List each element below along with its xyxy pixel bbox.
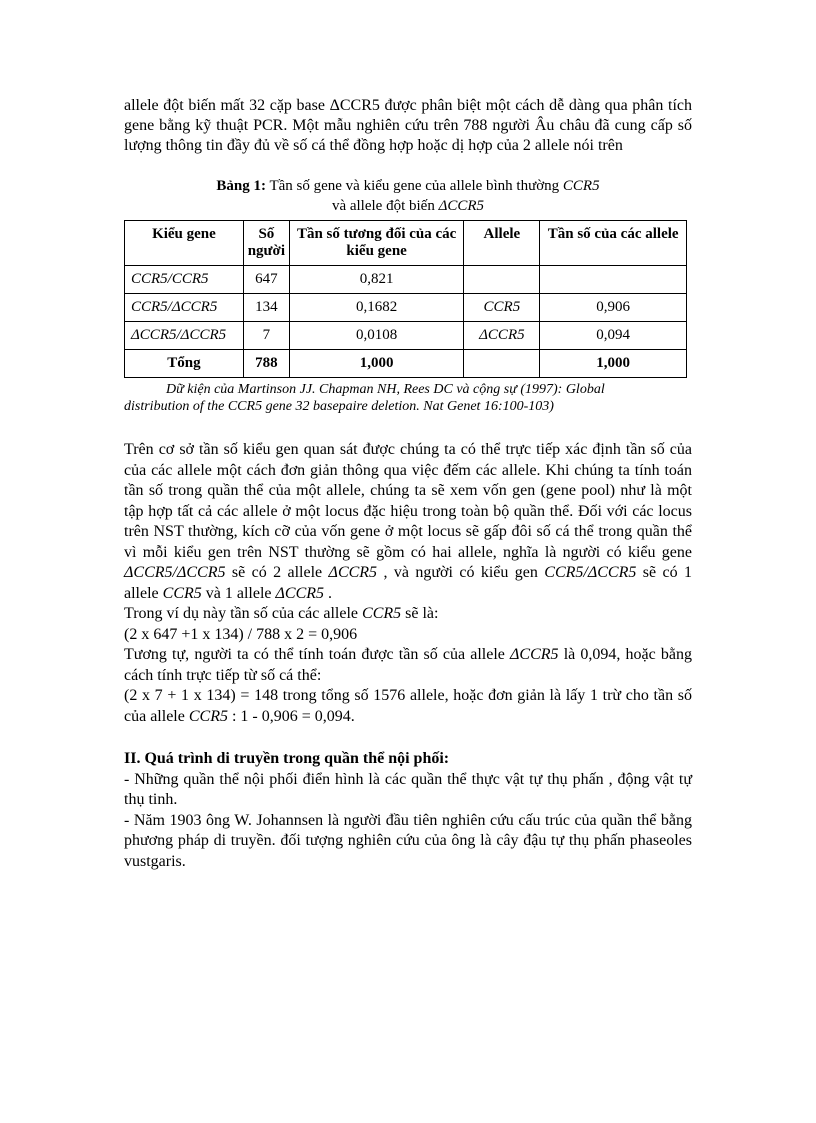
header-count: Số người — [243, 221, 289, 266]
para1-text-e: và 1 allele — [201, 584, 276, 602]
paragraph-direct-count — [124, 686, 692, 727]
cell-genotype-freq: 0,821 — [289, 266, 464, 294]
cell-genotype-freq: 0,1682 — [289, 294, 464, 322]
para1-allele-2: CCR5 — [162, 584, 202, 602]
total-allele-freq: 1,000 — [540, 350, 687, 378]
cell-allele: CCR5 — [464, 294, 540, 322]
body-text — [124, 440, 692, 872]
cell-genotype: CCR5/CCR5 — [125, 266, 244, 294]
para1-genotype-2: CCR5/ΔCCR5 — [544, 564, 637, 581]
para1-text-c: , và người có kiểu gen — [377, 564, 545, 581]
caption-gene: CCR5 — [562, 178, 600, 194]
table-source-note — [124, 381, 692, 415]
para3-allele: CCR5 — [188, 707, 228, 725]
para1-text-d: sẽ có 1 allele — [124, 564, 693, 602]
cell-allele-freq — [540, 266, 687, 294]
total-count: 788 — [243, 350, 289, 378]
cell-allele-freq: 0,094 — [540, 322, 687, 350]
para2-text: Tương tự, người ta có thể tính toán được tần số của allele — [124, 646, 511, 663]
header-genotype: Kiểu gene — [125, 221, 244, 266]
example-allele: CCR5 — [362, 605, 402, 622]
document-page — [124, 96, 692, 872]
total-allele — [464, 350, 540, 378]
para1-allele: ΔCCR5 — [328, 564, 378, 581]
cell-genotype: CCR5/ΔCCR5 — [125, 294, 244, 322]
frequency-table — [124, 220, 687, 378]
caption-line1: Tần số gene và kiểu gene của allele bình thường — [269, 178, 563, 194]
cell-allele — [464, 266, 540, 294]
cell-count: 7 — [243, 322, 289, 350]
formula-line: (2 x 647 +1 x 134) / 788 x 2 = 0,906 — [124, 625, 358, 643]
para1-text-b: sẽ có 2 allele — [225, 564, 329, 581]
intro-paragraph: allele đột biến mất 32 cặp base ΔCCR5 được phân biệt một cách dễ dàng qua phân tích gene bằng kỹ thuật PCR. Một mẫu nghiên cứu trên 788 người Âu châu đã cung cấp số lượng thông tin đầy đủ về số cá thể đồng hợp hoặc dị hợp của 2 allele nói trên — [124, 97, 692, 154]
header-allele-freq: Tần số của các allele — [540, 221, 687, 266]
table-row — [125, 322, 687, 350]
header-allele: Allele — [464, 221, 540, 266]
para1-allele-3: ΔCCR5 — [275, 584, 325, 602]
cell-allele-freq: 0,906 — [540, 294, 687, 322]
caption-mut: ΔCCR5 — [438, 198, 485, 214]
para1-text-f: . — [324, 584, 333, 602]
list-item: - Những quần thể nội phối điển hình là các quần thể thực vật tự thụ phấn , động vật tự thụ tinh. — [124, 770, 692, 808]
para1-genotype: ΔCCR5/ΔCCR5 — [124, 564, 226, 581]
cell-allele: ΔCCR5 — [464, 322, 540, 350]
example-line — [124, 604, 692, 625]
paragraph-similar — [124, 645, 692, 686]
cell-count: 647 — [243, 266, 289, 294]
cell-genotype-freq: 0,0108 — [289, 322, 464, 350]
paragraph-allele-counting — [124, 440, 692, 604]
example-text: Trong ví dụ này tần số của các allele — [124, 605, 363, 622]
cell-genotype: ΔCCR5/ΔCCR5 — [125, 322, 244, 350]
para2-text-b: là 0,094, hoặc bằng cách tính trực tiếp từ số cá thể: — [124, 646, 692, 684]
example-text-end: sẽ là: — [401, 605, 439, 622]
para1-text: Trên cơ sở tần số kiểu gen quan sát được chúng ta có thể trực tiếp xác định tần số của của các allele một cách đơn giản thông qua việc đếm các allele. Khi chúng ta tính toán tần số trong quần thể của một allele, chúng ta sẽ xem vốn gen (gene pool) như là một tập hợp tất cả các allele ở một locus đặc hiệu trong toàn bộ quần thể. Đối với các locus trên NST thường, kích cỡ của vốn gene ở một locus sẽ gấp đôi số cá thể trong quần thể vì mỗi kiểu gen trên NST thường sẽ gồm có hai allele, nghĩa là người có kiểu gene — [124, 441, 692, 561]
para2-allele: ΔCCR5 — [510, 646, 559, 663]
table-row — [125, 266, 687, 294]
para3-text-b: : 1 - 0,906 = 0,094. — [227, 707, 355, 725]
source-line1: Dữ kiện của Martinson JJ. Chapman NH, Rees DC và cộng sự (1997): Global — [166, 382, 605, 397]
table-header-row — [125, 221, 687, 266]
total-genotype-freq: 1,000 — [289, 350, 464, 378]
table-total-row — [125, 350, 687, 378]
table-row — [125, 294, 687, 322]
section-heading: II. Quá trình di truyền trong quần thể nội phối: — [124, 750, 450, 767]
header-genotype-freq: Tần số tương đối của các kiểu gene — [289, 221, 464, 266]
table-caption — [124, 176, 692, 216]
caption-line2: và allele đột biến — [331, 198, 439, 214]
source-line2: distribution of the CCR5 gene 32 basepaire deletion. Nat Genet 16:100-103) — [124, 399, 554, 414]
caption-label: Bảng 1: — [216, 178, 266, 194]
para3-text: (2 x 7 + 1 x 134) = 148 trong tổng số 1576 allele, hoặc đơn giản là lấy 1 trừ cho tần số của allele — [124, 687, 692, 725]
cell-count: 134 — [243, 294, 289, 322]
list-item: - Năm 1903 ông W. Johannsen là người đầu tiên nghiên cứu cấu trúc của quần thể bằng phương pháp di truyền. đối tượng nghiên cứu của ông là cây đậu tự thụ phấn phaseoles vustgaris. — [124, 811, 692, 870]
total-label: Tổng — [125, 350, 244, 378]
